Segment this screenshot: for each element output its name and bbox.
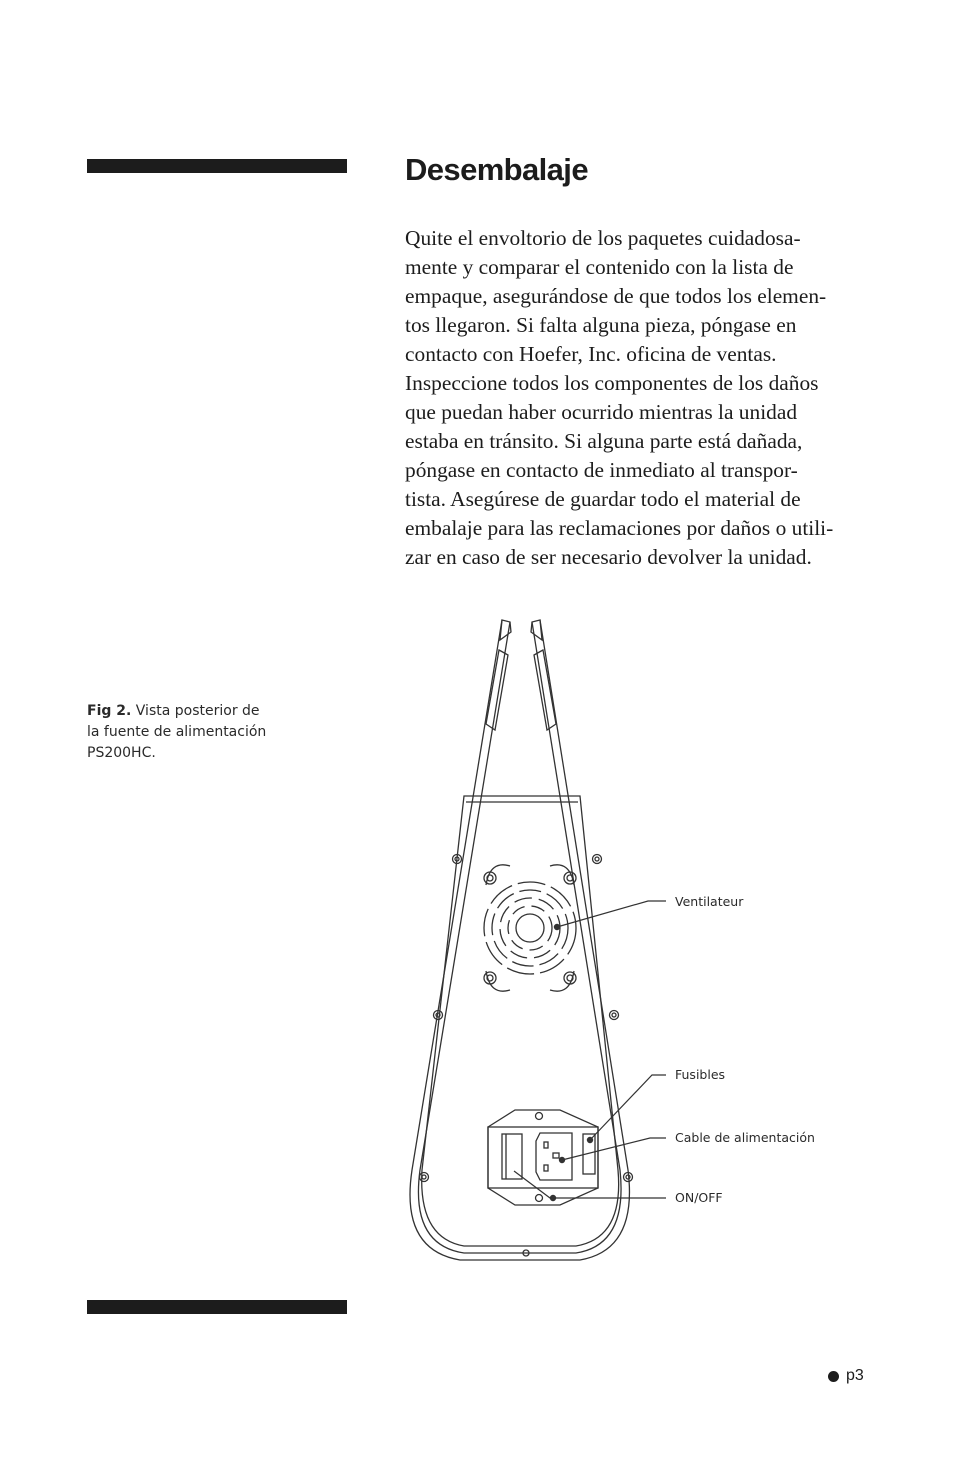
page-footer [828, 1367, 864, 1385]
figure-caption [87, 701, 297, 764]
section-title: Desembalaje [405, 152, 588, 187]
paragraph-line: estaba en tránsito. Si alguna parte está dañada, [405, 429, 803, 453]
callout-on-off: ON/OFF [675, 1190, 723, 1205]
paragraph-line: Quite el envoltorio de los paquetes cuidadosa- [405, 226, 801, 250]
power-supply-rear-view [390, 610, 870, 1280]
leader-lines [514, 901, 666, 1201]
callout-power-cable: Cable de alimentación [675, 1130, 815, 1145]
caption-line: PS200HC. [87, 745, 156, 761]
paragraph-line: tista. Asegúrese de guardar todo el material de [405, 487, 801, 511]
power-socket [536, 1133, 572, 1180]
paragraph-line: que puedan haber ocurrido mientras la unidad [405, 400, 798, 424]
figure-label: Fig 2. [87, 703, 132, 719]
bullet-icon [828, 1371, 839, 1382]
power-entry-module [488, 1110, 598, 1205]
unpacking-paragraph [405, 224, 875, 572]
caption-line: Vista posterior de [135, 703, 260, 719]
paragraph-line: póngase en contacto de inmediato al transpor- [405, 458, 798, 482]
page-number: p3 [846, 1367, 864, 1384]
bottom-rule [87, 1300, 347, 1314]
paragraph-line: mente y comparar el contenido con la lista de [405, 255, 794, 279]
paragraph-line: contacto con Hoefer, Inc. oficina de ventas. [405, 342, 777, 366]
fan [484, 865, 576, 991]
housing-inner-left [418, 622, 560, 1253]
paragraph-line: zar en caso de ser necesario devolver la unidad. [405, 545, 812, 569]
callout-fuses: Fusibles [675, 1067, 726, 1082]
caption-line: la fuente de alimentación [87, 724, 267, 740]
paragraph-line: embalaje para las reclamaciones por daños o utili- [405, 516, 834, 540]
paragraph-line: empaque, asegurándose de que todos los elemen- [405, 284, 827, 308]
rear-view-drawing [390, 610, 870, 1280]
power-switch [502, 1134, 522, 1179]
paragraph-line: tos llegaron. Si falta alguna pieza, póngase en [405, 313, 797, 337]
housing-outline-right [540, 620, 629, 1260]
top-rule [87, 159, 347, 173]
paragraph-line: Inspeccione todos los componentes de los daños [405, 371, 819, 395]
callout-fan: Ventilateur [675, 894, 744, 909]
handle-grip-right [534, 650, 556, 730]
handle-grip-left [486, 650, 508, 730]
housing-inner-right [532, 622, 621, 1253]
